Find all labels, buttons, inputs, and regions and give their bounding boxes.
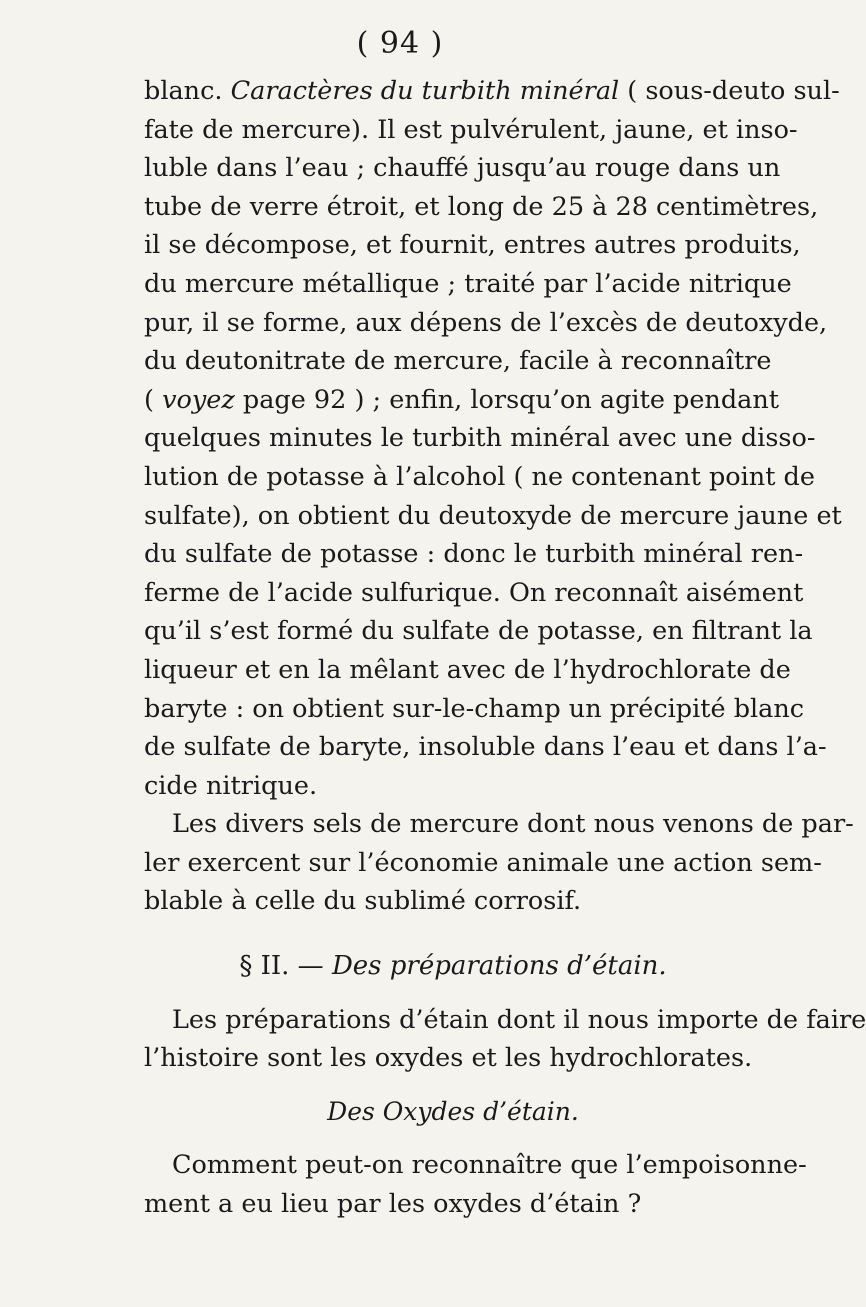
text-line: il se décompose, et fournit, entres autres produits,	[144, 230, 801, 261]
text-line: du sulfate de potasse : donc le turbith minéral ren-	[144, 539, 804, 570]
section-heading: § II. — Des préparations d’étain.	[239, 951, 667, 982]
text-line: Les préparations d’étain dont il nous importe de faire	[172, 1004, 866, 1035]
text-line: liqueur et en la mêlant avec de l’hydrochlorate de	[144, 654, 791, 685]
text-line: tube de verre étroit, et long de 25 à 28 centimètres,	[144, 191, 819, 222]
subheading: Des Oxydes d’étain.	[327, 1096, 579, 1126]
text-line: qu’il s’est formé du sulfate de potasse, en filtrant la	[144, 616, 813, 647]
text-line: du mercure métallique ; traité par l’acide nitrique	[144, 268, 792, 299]
text-line: Les divers sels de mercure dont nous venons de par-	[172, 809, 854, 840]
text-line: ment a eu lieu par les oxydes d’étain ?	[144, 1189, 642, 1220]
text-line: quelques minutes le turbith minéral avec une disso-	[144, 423, 816, 454]
text-line: pur, il se forme, aux dépens de l’excès de deutoxyde,	[144, 307, 828, 338]
text-line: blable à celle du sublimé corrosif.	[144, 886, 582, 917]
text-line: blanc. Caractères du turbith minéral ( sous-deuto sul-	[144, 76, 840, 106]
text-line: de sulfate de baryte, insoluble dans l’eau et dans l’a-	[144, 732, 827, 763]
text-line: ( voyez page 92 ) ; enfin, lorsqu’on agite pendant	[144, 384, 780, 415]
page-number: ( 94 )	[356, 26, 444, 61]
text-line: sulfate), on obtient du deutoxyde de mercure jaune et	[144, 500, 842, 531]
text-line: lution de potasse à l’alcohol ( ne contenant point de	[144, 461, 815, 492]
text-line: Comment peut-on reconnaître que l’empoisonne-	[172, 1150, 807, 1181]
page-body	[144, 72, 866, 1224]
text-line: l’histoire sont les oxydes et les hydrochlorates.	[144, 1043, 753, 1074]
text-line: baryte : on obtient sur-le-champ un précipité blanc	[144, 693, 805, 724]
text-line: fate de mercure). Il est pulvérulent, jaune, et inso-	[144, 114, 798, 145]
text-line: luble dans l’eau ; chauffé jusqu’au rouge dans un	[144, 153, 781, 184]
text-line: ferme de l’acide sulfurique. On reconnaît aisément	[144, 577, 804, 608]
text-line: cide nitrique.	[144, 770, 318, 801]
text-line: ler exercent sur l’économie animale une action sem-	[144, 847, 822, 878]
text-line: du deutonitrate de mercure, facile à reconnaître	[144, 346, 772, 377]
